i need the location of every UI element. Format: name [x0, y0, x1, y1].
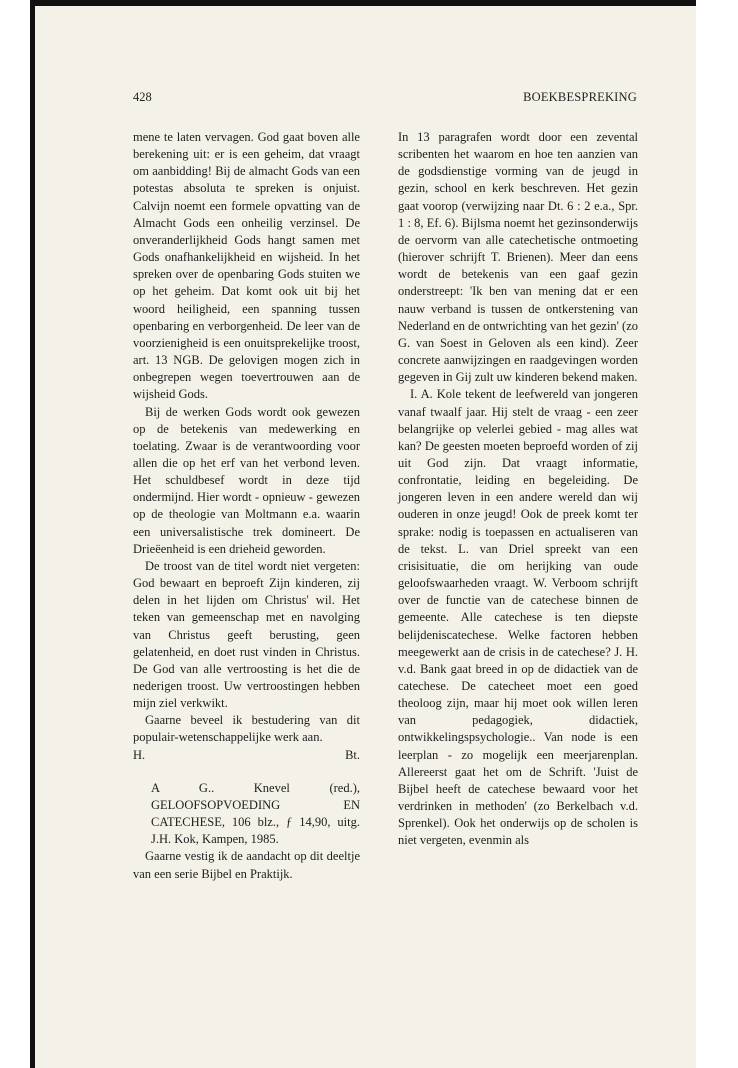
- paragraph: Gaarne beveel ik bestudering van dit populair-wetenschappelijke werk aan.: [133, 713, 360, 745]
- paragraph: I. A. Kole tekent de leefwereld van jongeren vanaf twaalf jaar. Hij stelt de vraag - een zeer belangrijke op velerlei gebied - mag alles wat kan? De geesten moeten beproefd worden of zij uit God zijn. Dat vraagt informatie, confrontatie, leiding en begeleiding. De jongeren leven in een andere wereld dan wij ouderen in onze jeugd! Ook de preek komt ter sprake: nodig is toepassen en actualiseren van de tekst. L. van Driel spreekt van een crisisituatie, die om herijking van oude geloofswaarheden vraagt. W. Verboom schrijft over de functie van de catechese binnen de gemeente. Alle catechese is ten diepste belijdeniscatechese. Welke factoren hebben meegewerkt aan de crisis in de catechese? J. H. v.d. Bank gaat breed in op de didactiek van de catechese. De catecheet moet een goed theoloog zijn, maar hij moet ook willen leren van pedagogiek, didactiek, ontwikkelingspsychologie.. Van node is een leerplan - zo mogelijk een meerjarenplan. Allereerst gaat het om de Schrift. 'Juist de Bijbel heeft de catechese bewaard voor het verdrinken in methoden' (zo Berkelbach v.d. Sprenkel). Ook het onderwijs op de scholen is niet vergeten, evenmin als: [398, 387, 638, 848]
- running-title: BOEKBESPREKING: [523, 90, 637, 104]
- signature-name: Bt.: [345, 747, 360, 762]
- left-column: [133, 129, 360, 883]
- paragraph: Bij de werken Gods wordt ook gewezen op de betekenis van medewerking en toelating. Zwaar is de verantwoording voor allen die op het erf van het verbond leven. Het schuldbesef wordt in deze tijd ondermijnd. Hier wordt - opnieuw - gewezen op de theologie van Moltmann e.a. waarin een universalistische trek domineert. De Drieëenheid is een drieheid geworden.: [133, 404, 360, 556]
- book-reference: A G.. Knevel (red.), GELOOFSOPVOEDING EN CATECHESE, 106 blz., ƒ 14,90, uitg. J.H. Kok, Kampen, 1985.: [151, 780, 360, 847]
- page-number: 428: [133, 90, 152, 104]
- paragraph: mene te laten vervagen. God gaat boven alle berekening uit: er is een geheim, dat vraagt om aanbidding! Bij de almacht Gods van een potestas absoluta te spreken is onjuist. Calvijn noemt een formele opvatting van de Almacht Gods een onheilig verzinsel. De onveranderlijkheid Gods hangt samen met Gods onafhankelijkheid en wijsheid. In het spreken over de openbaring Gods stuiten we op het geheim. Dat komt ook uit bij het woord heiligheid, een spanning tussen openbaring en verborgenheid. De leer van de voorzienigheid is een onuitsprekelijke troost, art. 13 NGB. De gelovigen mogen zich in onbegrepen wegen toevertrouwen aan de wijsheid Gods.: [133, 130, 360, 402]
- paragraph: Gaarne vestig ik de aandacht op dit deeltje van een serie Bijbel en Praktijk.: [133, 849, 360, 881]
- right-column: [398, 129, 638, 850]
- signature-initial: H.: [133, 747, 146, 762]
- paragraph: In 13 paragrafen wordt door een zevental scribenten het waarom en hoe ten aanzien van de godsdienstige vorming van de jeugd in gezin, school en kerk beschreven. Het gezin gaat voorop (verwijzing naar Dt. 6 : 2 e.a., Spr. 1 : 8, Ef. 6). Bijlsma noemt het gezinsonderwijs de oervorm van alle catechetische ontmoeting (hierover schrijft T. Brienen). Meer dan eens wordt de betekenis van een gaaf gezin onderstreept: 'Ik ben van mening dat er een nauw verband is tussen de ontkerstening van Nederland en de ontwrichting van het gezin' (zo G. van Soest in Geloven als een kind). Zeer concrete aanwijzingen en raadgevingen worden gegeven in Gij zult uw kinderen bekend maken.: [398, 130, 639, 385]
- paragraph: De troost van de titel wordt niet vergeten: God bewaart en beproeft Zijn kinderen, zij delen in het lijden om Christus' wil. Het teken van gemeenschap met en navolging van Christus geeft berusting, geen gelatenheid, en doet rust vinden in Christus. De God van alle vertroosting is het die de nederigen troost. Uw vertroostingen hebben mijn ziel verkwikt.: [133, 558, 360, 711]
- reviewer-signature: [133, 747, 360, 764]
